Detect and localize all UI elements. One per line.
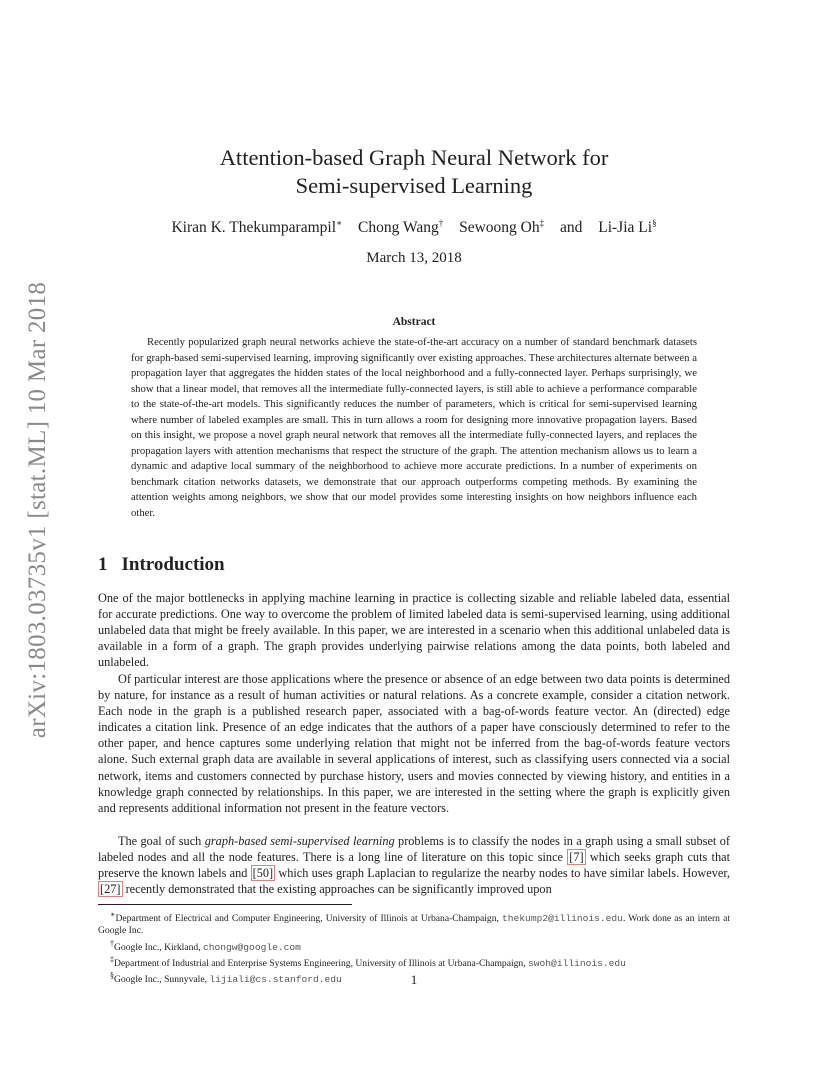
- author: [171, 219, 342, 236]
- author: [459, 219, 544, 236]
- arxiv-sidebar-stamp: [14, 270, 62, 750]
- author-mark: †: [438, 218, 444, 228]
- author-name: Sewoong Oh: [459, 219, 540, 237]
- email-link[interactable]: lijiali@cs.stanford.edu: [209, 974, 342, 986]
- citation-link[interactable]: [7]: [569, 850, 584, 865]
- footnote-mark: ‡: [110, 954, 114, 964]
- arxiv-identifier: arXiv:1803.03735v1 [stat.ML] 10 Mar 2018: [24, 281, 52, 739]
- text-run: which seeks graph cuts that preserve the known labels and: [98, 850, 730, 881]
- footnote-mark: §: [110, 971, 114, 981]
- citation-link[interactable]: [27]: [100, 882, 121, 897]
- paragraph: Of particular interest are those applications where the presence or absence of an edge between two data points is determined by nature, for instance as a result of human activities or natural relations. As a concrete example, consider a citation network. Each node in the graph is a published research paper, associated with a bag-of-words feature vector. An (directed) edge indicates a citation link. Presence of an edge indicates that the authors of a paper have consciously determined to refer to the other paper, and hence captures some underlying relation that might not be inferred from the bag-of-words feature vectors alone. Such external graph data are available in several applications of interest, such as classifying users connected via a social network, items and customers connected by purchase history, users and movies connected by viewing history, and entities in a knowledge graph connected by relationships. In this paper, we are interested in the setting where the graph is explicitly given and represents additional information not present in the feature vectors.: [98, 672, 730, 815]
- paper-date: March 13, 2018: [366, 250, 462, 266]
- author-name: Chong Wang: [358, 219, 439, 237]
- footnote-mark: ∗: [110, 910, 116, 919]
- author-and: and: [559, 219, 583, 237]
- footnote-text: Department of Electrical and Computer Engineering, University of Illinois at Urbana-Champaign,: [115, 913, 503, 925]
- citation-link[interactable]: [50]: [252, 866, 274, 881]
- author-list: [100, 218, 728, 237]
- footnote: [98, 909, 730, 938]
- text-run: which uses graph Laplacian to regularize the nearby nodes to have similar labels. However,: [275, 866, 731, 881]
- paragraph: One of the major bottlenecks in applying machine learning in practice is collecting sizable and reliable labeled data, essential for accurate predictions. One way to overcome the problem of limited labeled data is semi-supervised learning, using additional unlabeled data that might be freely available. In this paper, we are interested in a scenario when this additional unlabeled data is available in a form of a graph. The graph provides underlying pairwise relations among the data points, both labeled and unlabeled.: [98, 591, 730, 670]
- email-link[interactable]: swoh@illinois.edu: [528, 958, 626, 970]
- section-title: Introduction: [121, 554, 225, 575]
- section-number: 1: [98, 554, 108, 575]
- text-run: problems is to classify the nodes in a graph using a small subset of labeled nodes and all the node features. There is a long line of literature on this topic since: [98, 834, 730, 865]
- footnote: [98, 954, 730, 970]
- author-name: Li-Jia Li: [598, 219, 653, 237]
- footnote-rule: [98, 904, 352, 905]
- author: [598, 219, 656, 236]
- author-mark: §: [652, 218, 657, 228]
- abstract-text: Recently popularized graph neural networks achieve the state-of-the-art accuracy on a number of standard benchmark datasets for graph-based semi-supervised learning, improving significantly over existing approaches. These architectures alternate between a propagation layer that aggregates the hidden states of the local neighborhood and a fully-connected layer. Perhaps surprisingly, we show that a linear model, that removes all the intermediate fully-connected layers, is still able to achieve a performance comparable to the state-of-the-art models. This significantly reduces the number of parameters, which is critical for semi-supervised learning where number of labeled examples are small. This in turn allows a room for designing more innovative propagation layers. Based on this insight, we propose a novel graph neural network that removes all the intermediate fully-connected layers, and replaces the propagation layers with attention mechanisms that respect the structure of the graph. The attention mechanism allows us to learn a dynamic and adaptive local summary of the neighborhood to achieve more accurate predictions. In a number of experiments on benchmark citation networks datasets, we demonstrate that our approach outperforms competing methods. By examining the attention weights among neighbors, we show that our model provides some interesting insights on how neighbors influence each other.: [131, 336, 697, 519]
- footnote-text: Google Inc., Sunnyvale,: [114, 974, 210, 986]
- footnote: [98, 938, 730, 954]
- footnote-text: Google Inc., Kirkland,: [114, 941, 203, 953]
- emphasis: graph-based semi-supervised learning: [204, 834, 395, 848]
- email-link[interactable]: chongw@google.com: [203, 941, 301, 953]
- paper-title: [100, 144, 728, 200]
- text-run: recently demonstrated that the existing approaches can be significantly improved upon: [122, 882, 552, 897]
- text-run: The goal of such: [118, 834, 205, 848]
- author-name: Kiran K. Thekumparampil: [171, 219, 337, 237]
- author-mark: ‡: [539, 218, 545, 228]
- author: [358, 219, 443, 236]
- footnote-text: . Work done as an intern at Google Inc.: [98, 913, 730, 937]
- section-heading: [98, 554, 225, 576]
- email-link[interactable]: thekump2@illinois.edu: [502, 913, 623, 925]
- title-line-1: Attention-based Graph Neural Network for: [219, 145, 609, 170]
- page-number: 1: [410, 972, 418, 987]
- paragraph: [98, 833, 730, 897]
- footnote-mark: †: [110, 938, 114, 948]
- abstract-heading: Abstract: [392, 316, 436, 328]
- title-line-2: Semi-supervised Learning: [295, 173, 533, 198]
- author-mark: ∗: [336, 218, 343, 228]
- footnote-text: Department of Industrial and Enterprise Systems Engineering, University of Illinois at Urbana-Champaign,: [114, 958, 529, 970]
